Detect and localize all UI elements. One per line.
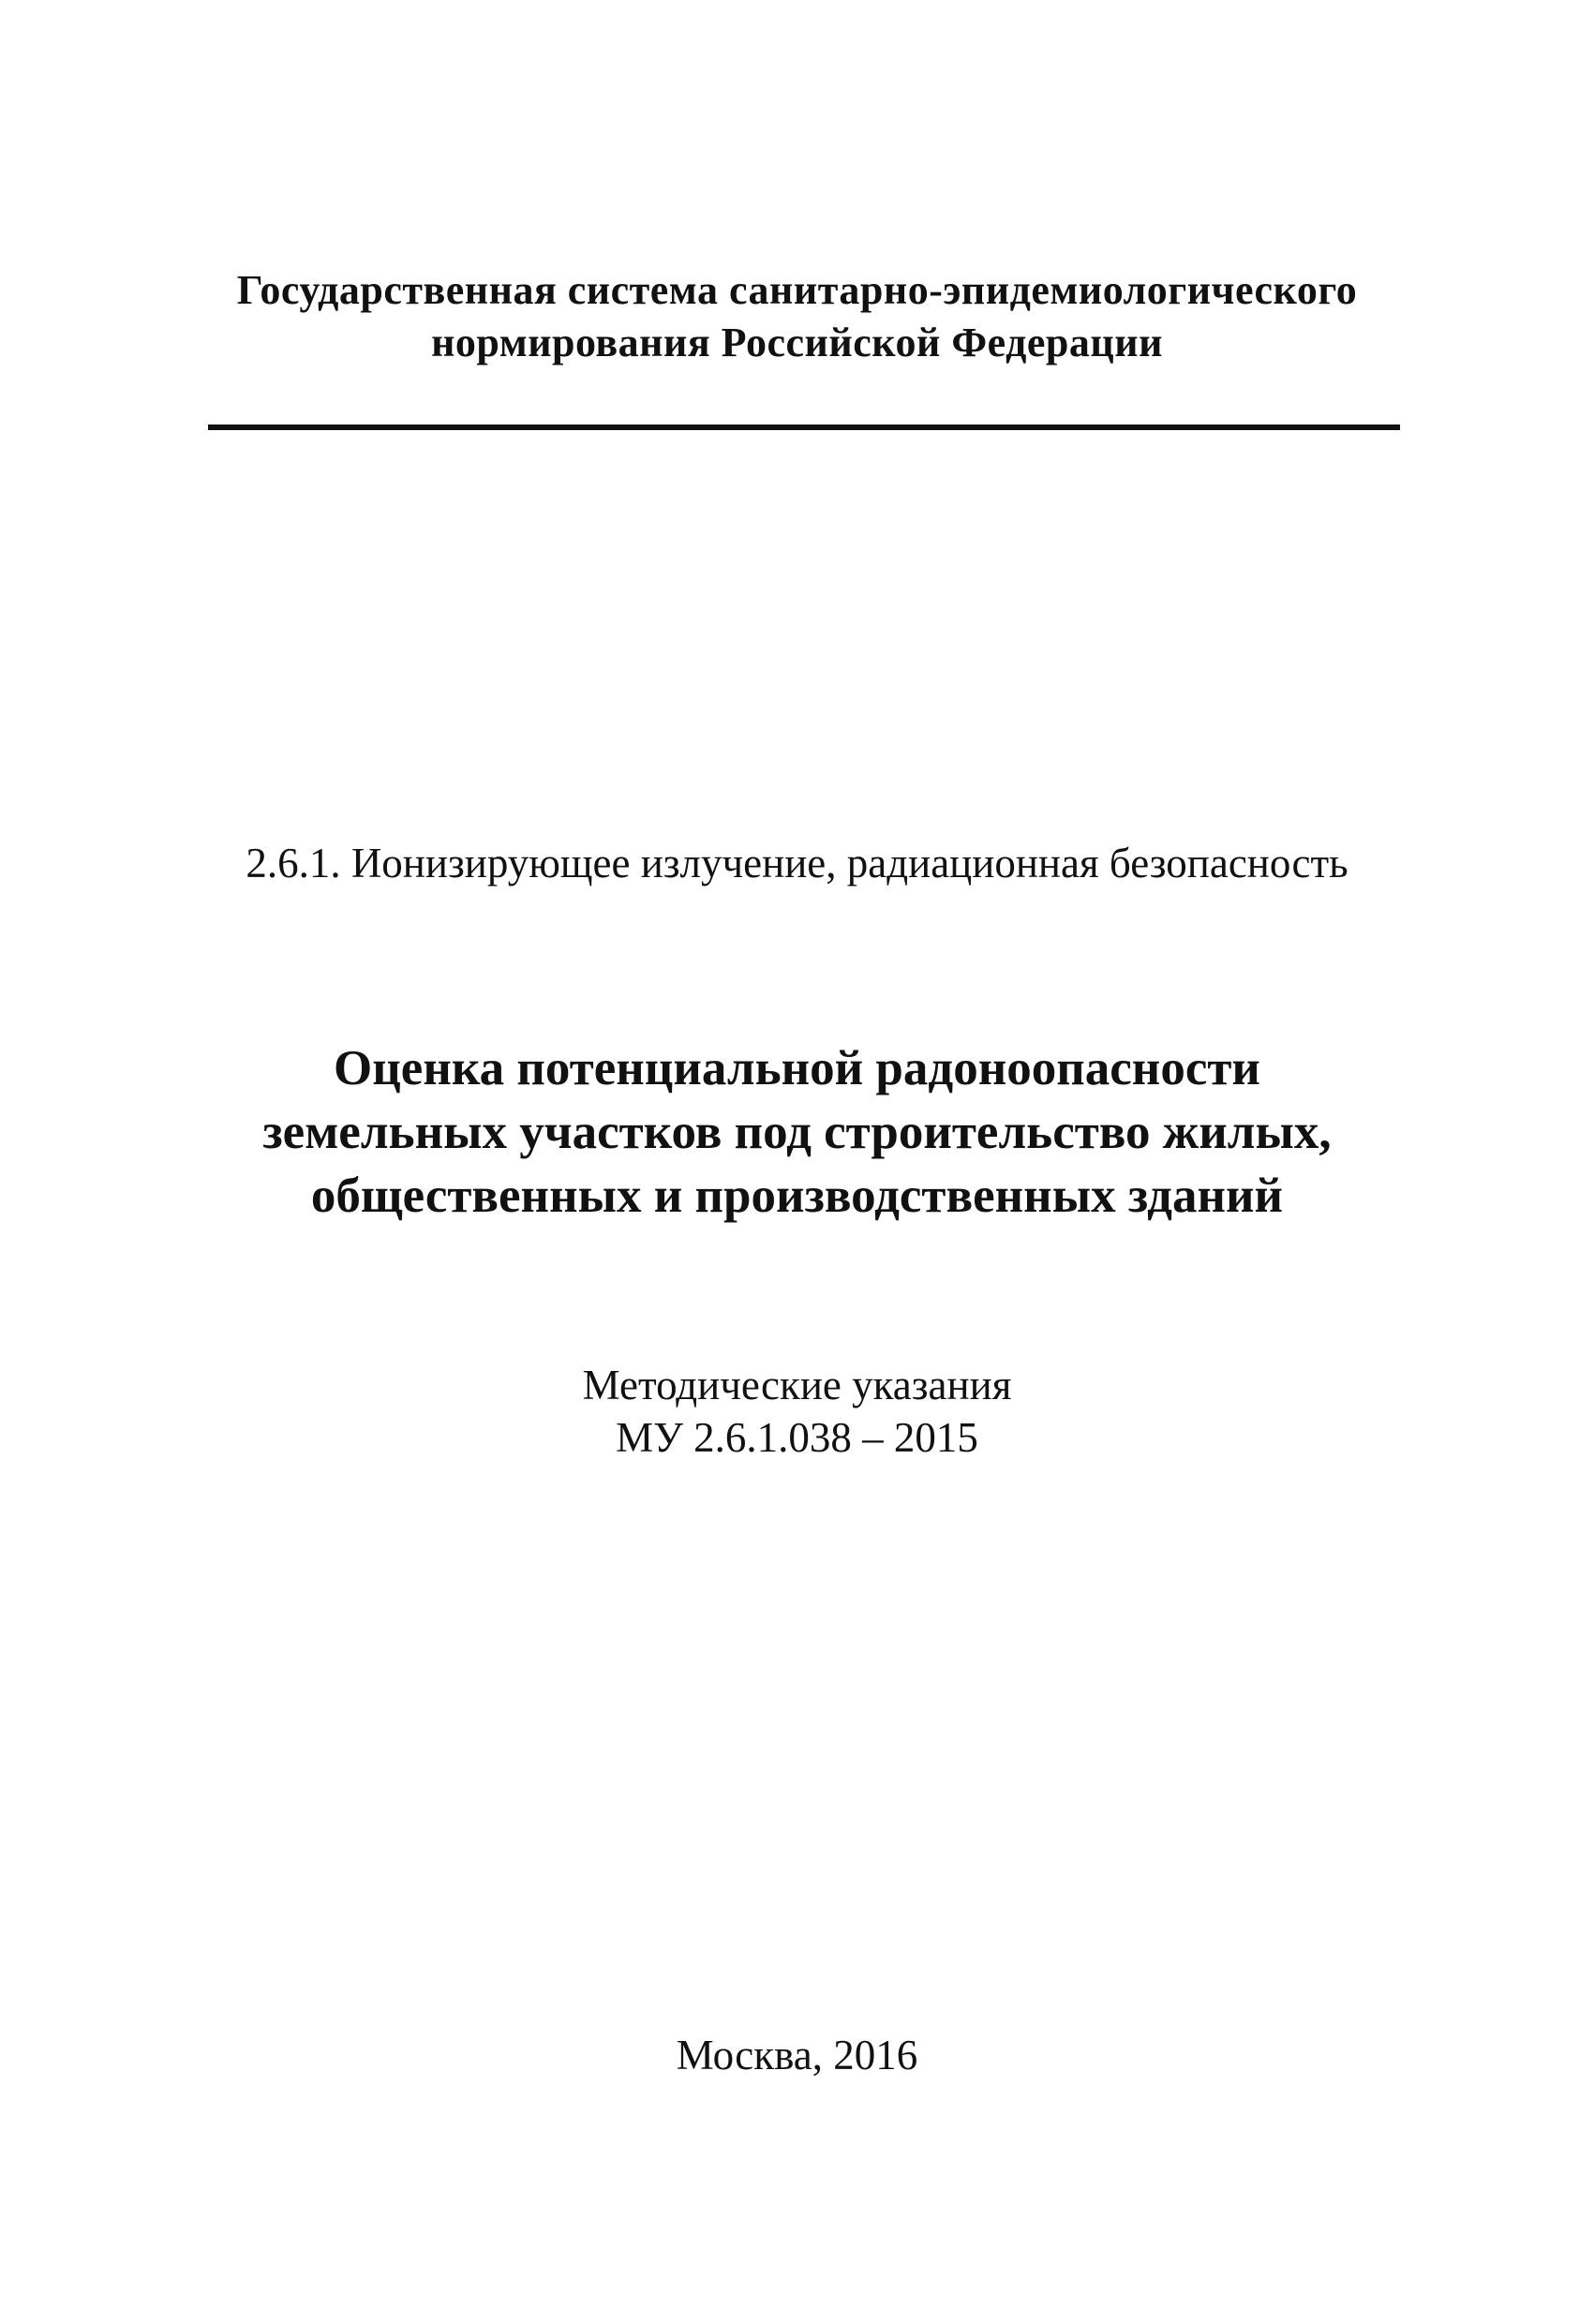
header-divider [208, 425, 1400, 430]
title-line-1: Оценка потенциальной радоноопасности [334, 1041, 1260, 1095]
section-heading: 2.6.1. Ионизирующее излучение, радиационная безопасность [246, 840, 1348, 886]
issuing-system-header [0, 264, 1594, 369]
header-line-1: Государственная система санитарно-эпидемиологического [236, 267, 1358, 313]
document-title [0, 1036, 1594, 1228]
document-code: МУ 2.6.1.038 – 2015 [616, 1414, 978, 1461]
header-line-2: нормирования Российской Федерации [431, 320, 1163, 365]
place-and-year: Москва, 2016 [676, 2032, 918, 2078]
title-line-2: земельных участков под строительство жилых, [262, 1105, 1332, 1159]
document-kind: Методические указания [582, 1362, 1012, 1408]
document-type [0, 1359, 1594, 1464]
title-line-3: общественных и производственных зданий [310, 1169, 1284, 1223]
